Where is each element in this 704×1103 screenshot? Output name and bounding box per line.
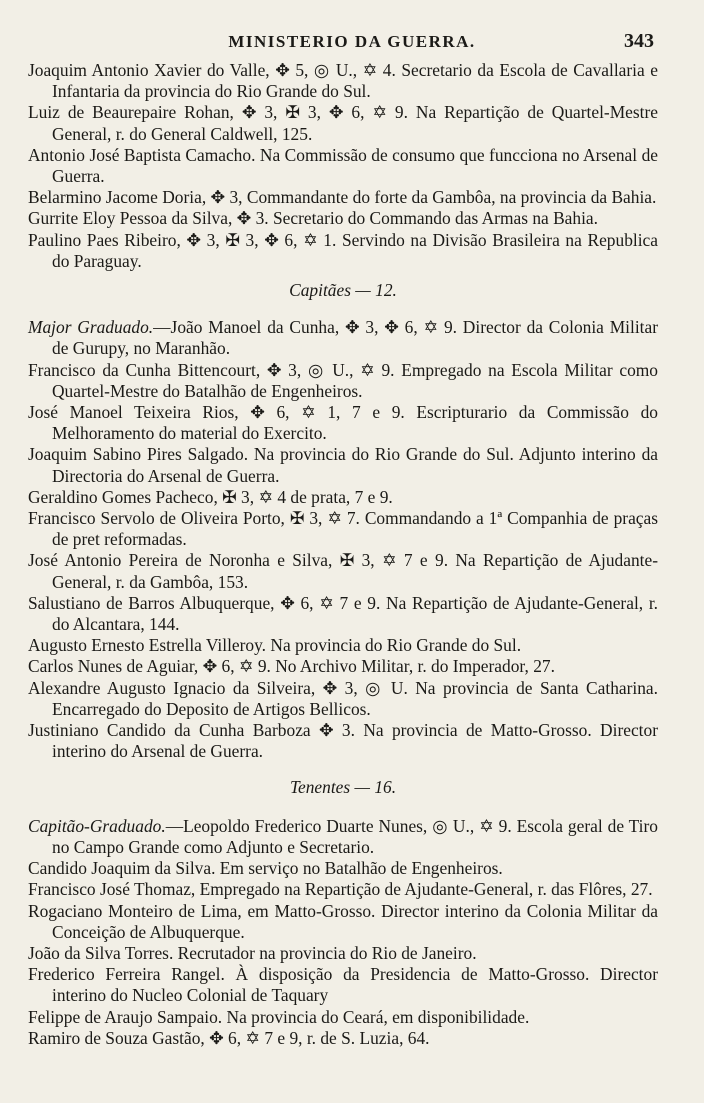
list-item: José Manoel Teixeira Rios, ✥ 6, ✡ 1, 7 e 9. Escripturario da Commissão do Melhoramento do material do Exercito. bbox=[28, 402, 658, 444]
list-item: Francisco Servolo de Oliveira Porto, ✠ 3, ✡ 7. Commandando a 1ª Companhia de praças de pret reformadas. bbox=[28, 508, 658, 550]
list-item: Alexandre Augusto Ignacio da Silveira, ✥ 3, ◎ U. Na provincia de Santa Catharina. Encarregado do Deposito de Artigos Bellicos. bbox=[28, 677, 658, 719]
list-item: Joaquim Antonio Xavier do Valle, ✥ 5, ◎ U., ✡ 4. Secretario da Escola de Cavallaria e Infantaria da provincia do Rio Grande do Sul. bbox=[28, 60, 658, 102]
list-item: Frederico Ferreira Rangel. À disposição da Presidencia de Matto-Grosso. Director interino do Nucleo Colonial de Taquary bbox=[28, 964, 658, 1006]
list-item: Candido Joaquim da Silva. Em serviço no Batalhão de Engenheiros. bbox=[28, 858, 503, 879]
list-item: Joaquim Sabino Pires Salgado. Na provincia do Rio Grande do Sul. Adjunto interino da Directoria do Arsenal de Guerra. bbox=[28, 444, 658, 486]
rank-label: Capitão-Graduado. bbox=[28, 815, 166, 836]
page-header bbox=[0, 30, 704, 54]
list-item: Belarmino Jacome Doria, ✥ 3, Commandante do forte da Gambôa, na provincia da Bahia. bbox=[28, 187, 657, 208]
list-item: João da Silva Torres. Recrutador na provincia do Rio de Janeiro. bbox=[28, 942, 477, 963]
list-item: Rogaciano Monteiro de Lima, em Matto-Grosso. Director interino da Colonia Militar da Conceição de Albuquerque. bbox=[28, 900, 658, 942]
list-item: Felippe de Araujo Sampaio. Na provincia do Ceará, em disponibilidade. bbox=[28, 1006, 530, 1027]
list-item: Francisco da Cunha Bittencourt, ✥ 3, ◎ U., ✡ 9. Empregado na Escola Militar como Quartel-Mestre do Batalhão de Engenheiros. bbox=[28, 359, 658, 401]
list-item: Luiz de Beaurepaire Rohan, ✥ 3, ✠ 3, ✥ 6, ✡ 9. Na Repartição de Quartel-Mestre General, r. do General Caldwell, 125. bbox=[28, 102, 658, 144]
rank-label: Major Graduado. bbox=[28, 317, 154, 338]
lead-text: —Leopoldo Frederico Duarte Nunes, ◎ U., ✡ 9. Escola geral de Tiro no Campo Grande como Adjunto e Secretario. bbox=[52, 815, 658, 857]
list-item: José Antonio Pereira de Noronha e Silva, ✠ 3, ✡ 7 e 9. Na Repartição de Ajudante-General, r. da Gambôa, 153. bbox=[28, 550, 658, 592]
section-heading-tenentes: Tenentes — 16. bbox=[289, 776, 397, 797]
list-item: Gurrite Eloy Pessoa da Silva, ✥ 3. Secretario do Commando das Armas na Bahia. bbox=[28, 208, 598, 229]
list-item: Antonio José Baptista Camacho. Na Commissão de consumo que funcciona no Arsenal de Guerra. bbox=[28, 144, 658, 187]
list-item: Justiniano Candido da Cunha Barboza ✥ 3. Na provincia de Matto-Grosso. Director interino do Arsenal de Guerra. bbox=[28, 720, 658, 762]
section-tenentes bbox=[28, 816, 658, 1049]
list-item: Geraldino Gomes Pacheco, ✠ 3, ✡ 4 de prata, 7 e 9. bbox=[28, 486, 393, 507]
list-item: Carlos Nunes de Aguiar, ✥ 6, ✡ 9. No Archivo Militar, r. do Imperador, 27. bbox=[28, 656, 555, 677]
section-officers-top bbox=[28, 60, 658, 272]
lead-text: —João Manoel da Cunha, ✥ 3, ✥ 6, ✡ 9. Director da Colonia Militar de Gurupy, no Maranhão. bbox=[52, 317, 659, 359]
running-title: MINISTERIO DA GUERRA. bbox=[228, 32, 476, 51]
list-item-lead bbox=[28, 816, 658, 858]
page-number: 343 bbox=[624, 30, 654, 52]
section-capitaes bbox=[28, 317, 658, 762]
list-item: Paulino Paes Ribeiro, ✥ 3, ✠ 3, ✥ 6, ✡ 1. Servindo na Divisão Brasileira na Republica do Paraguay. bbox=[28, 229, 658, 271]
list-item: Francisco José Thomaz, Empregado na Repartição de Ajudante-General, r. das Flôres, 27. bbox=[28, 879, 653, 900]
list-item-lead bbox=[28, 317, 658, 359]
page-body bbox=[28, 60, 658, 1049]
list-item: Augusto Ernesto Estrella Villeroy. Na provincia do Rio Grande do Sul. bbox=[28, 635, 522, 656]
list-item: Ramiro de Souza Gastão, ✥ 6, ✡ 7 e 9, r. de S. Luzia, 64. bbox=[28, 1027, 430, 1048]
list-item: Salustiano de Barros Albuquerque, ✥ 6, ✡ 7 e 9. Na Repartição de Ajudante-General, r. do Alcantara, 144. bbox=[28, 592, 658, 635]
section-heading-capitaes: Capitães — 12. bbox=[289, 280, 397, 301]
